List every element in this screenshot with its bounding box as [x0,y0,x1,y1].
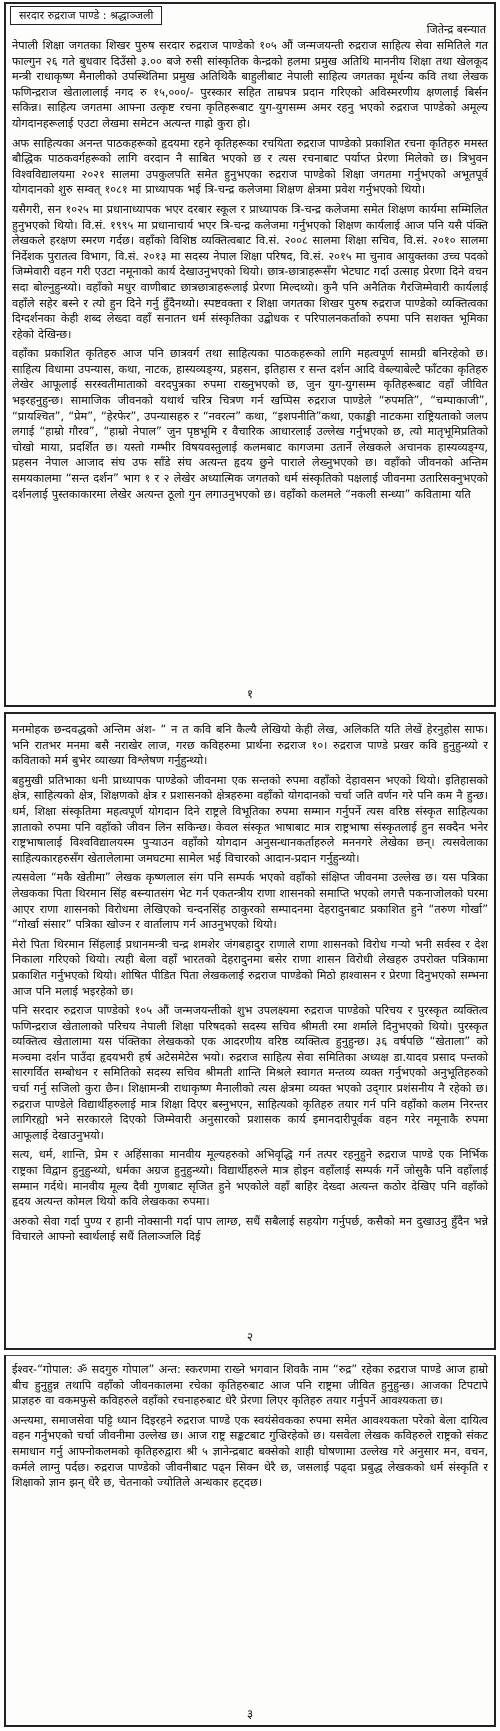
page-number: ३ [246,1707,254,1721]
page-1-body [12,38,488,506]
page-number: २ [246,1330,254,1344]
paragraph: ईश्वर-“गोपाल: ॐ सदगुरु गोपाल” अन्त: स्करणमा राख्ने भगवान शिवकै नाम “रुद्र” रहेका रुद्रराज पाण्डे आज हाम्रो बीच हुनुहुन्न तथापि वहाँको जीवनकालमा रचेका कृतिहरुबाट आज पनि राष्ट्रमा जीवित हुनुहुन्छ। आजका टिपटापे प्राज्ञहरु वा वकमफुसे कविहरुले वहाँको रचनाहरुबाट धेरै प्रेरणा लिएर कृतिहरु तयार गर्नुपर्ने आवश्यकता छ। [12,1363,488,1408]
page-3-body [12,1362,488,1495]
page-2 [4,712,496,1350]
paragraph: मनमोहक छन्दवद्धको अन्तिम अंश- “ न त कवि बनि कैल्यै लेखियो केही लेख, अलिकति यति लेखें हेरनुहोस साफ। भनि रातभर मनमा बसै नराखेर लाज, गरछ कविहरुमा प्रार्थना रुद्रराज १०। रुद्रराज पाण्डे प्रखर कवि हुनुहुन्थ्यो र कविताको मर्म बुभेर व्याख्या विश्लेषण गर्नुहुन्थ्यो। [12,723,488,768]
paragraph: मेरो पिता थिरमान सिंहलाई प्रधानमन्त्री चन्द्र शमशेर जंगबहादुर राणाले राणा शासनको विरोध गर्‍यो भनी सर्वस्व र देश निकाला गरिएको थियो। त्यही बेला वहाँ भारतको देहरादुनमा बसेर राणा शासन विरोधी लेखहरु उपरोक्त पत्रिकामा प्रकाशित गर्नुभएको थियो। शोषित पीडित पिता लेखकलाई रुद्रराज पाण्डेको मिठो हाश्वासन र प्रेरणा दिनुभएको सम्भना आज पनि मलाई भइरहेको छ। [12,937,488,998]
article-title: सरदार रुद्रराज पाण्डे : श्रद्धाञ्जली [10,6,162,25]
paragraph: यसैगरी, सन १०२५ मा प्रधानाध्यापक भएर दरबार स्कूल र प्राध्यापक त्रि-चन्द्र कलेजमा समेत शिक्षण कार्यमा सम्मिलित हुनुभएको थियो। वि.सं. १९९५ मा प्रधानाचार्य भएर त्रि-चन्द्र कलेजमा गर्नुभएको शिक्षण कार्यलाई आज पनि यसै पंक्ति लेखकले हरक्षण स्मरण गर्दछ। वहाँको विशिष्ठ व्यक्तित्वबाट वि.सं. २००८ सालमा शिक्षा सचिव, वि.सं. २०१० सालमा निर्देशक पुरातत्व विभाग, वि.सं. २०१३ मा सदस्य नेपाल शिक्षा परिषद, वि.सं. २०१५ मा चुनाव आयुक्तका उच्च पदको जिम्मेवारी वहन गरी एउटा नमूनाको कार्य देखाउनुभएको थियो। छात्र-छात्राहरूसँग भेटघाट गर्दा उत्साह प्रेरणा दिने वचन सदा बोल्नुहुन्थ्यो। वहाँको मधुर वाणीबाट छात्रछात्राहरूलाई प्रेरणा मिल्दथ्यो। कुनै पनि अनैतिक गैरजिम्मेवारी कार्यलाई वहाँले सहेर बस्ने र त्यो हुन दिने गर्नु हुँदैनथ्यो। स्पष्टवक्ता र शिक्षा जगतका शिखर पुरुष रुद्रराज पाण्डेको व्यक्तित्वका दिग्दर्शनका केही शब्द लेख्दा वहाँ सनातन धर्म संस्कृतिका उद्बोधक र परिपालनकर्ताको रुपमा पनि सशक्त भूमिका रहेको देखिन्छ। [12,202,488,341]
paragraph: पनि सरदार रुद्रराज पाण्डेको १०५ औं जन्मजयन्तीको शुभ उपलक्ष्यमा रुद्रराज पाण्डेको परिचय र पुरस्कृत व्यक्तित्व फणिन्द्रराज खेतालाको परिचय नेपाली शिक्षा परिषदको सदस्य सचिव श्रीमती रमा शर्माले दिनुभएको थियो। पुरस्कृत व्यक्तित्व खेतालामा यस पंक्तिका लेखकको एक आदरणीय वरिष्ठ व्यक्तित्व हुनुहुन्छ। ३६ वर्षपछि “खेताला” को मञ्चमा दर्शन पाउँदा हृदयभरी हर्ष अटेसमेटेस भयो। रुद्रराज साहित्य सेवा समितिका अध्यक्ष डा.यादव प्रसाद पन्तको सारगर्वित सम्बोधन र समितिको सदस्य सचिव श्रीमती शान्ति मिश्रले स्वागत मन्तव्य व्यक्त गर्नुभएको अनुभूतिहरुको चर्चा गर्नु सजिलो कुरा छैन। शिक्षामन्त्री राधाकृष्ण मैनालीको त्यस क्षेत्रमा व्यक्त भएको उद्‌गार प्रशंसनीय नै रहेको छ। रुद्रराज पाण्डेले विद्यार्थीहरुलाई मात्र शिक्षा दिएर बस्नुभएन, साहित्यको कृतिहरु तयार गर्न पनि वहाँको कलम निरन्तर लागिरह्यो भने सरकारले दिएको जिम्मेवारी अनुसारको प्रशासक कार्य इमानदारीपूर्वक वहन गरेर नमूनाकै रुपमा आफूलाई देखाउनुभयो। [12,1004,488,1142]
page-2-body [12,722,488,1249]
page-number: १ [246,687,254,701]
paragraph: सत्य, धर्म, शान्ति, प्रेम र अहिंसाका मानवीय मूल्यहरुको अभिवृद्धि गर्न तत्पर रहनुहुने रुद्रराज पाण्डे एक निर्भिक राष्ट्रका विद्वान हुनुहुन्थ्यो, धर्मका अग्रज हुनुहुन्थ्यो। विद्यार्थीहरुले मात्र होइन वहाँलाई सम्पर्क गर्ने जोसुकै पनि वहाँलाई सम्मान गर्दथे। मानवीय मूल्य दैवी गुणबाट सृजित हुने भएकोले वहाँ बाहिर देख्दा अत्यन्त कठोर देखिए पनि वहाँको हृदय अत्यन्त कोमल थियो कवि लेखकका रुपमा। [12,1148,488,1209]
paragraph: अफ साहित्यका अनन्त पाठकहरूको हृदयमा रहने कृतिहरूका रचयिता रुद्रराज पाण्डेको प्रकाशित रचना कृतिहरु ममस्त बौद्धिक पाठकवर्गहरूको लागि वरदान नै साबित भएको छ र त्यस रचनाबाट पर्याप्त प्रेरणा मिलेको छ। त्रिभुवन विश्वविद्यालयमा २०२१ सालमा उपकुलपति समेत हुनुभएका रुद्रराज पाण्डेको शिक्षा जगतमा गर्नुभएको अभूतपूर्व योगदानको शुरु सम्वत् १०८१ मा प्राध्यापक भई त्रि-चन्द्र कलेजमा शिक्षण क्षेत्रमा प्रवेश गर्नुभएको थियो। [12,136,488,197]
page-3 [4,1355,496,1727]
page-1 [4,2,496,707]
paragraph: अन्त्यमा, समाजसेवा पट्टि ध्यान दिइरहने रुद्रराज पाण्डे एक स्वयंसेवकका रुपमा समेत आवश्यकता परेको बेला दायित्व वहन गर्नुभएको चर्चा जीवनीमा उल्लेख छ। आज राष्ट्र सङ्कटबाट गुज्रिरहेको छ। यसवेला लेखक कविहरुले राष्ट्रको संकट समाधान गर्नु आफ्नोकलमको कृतिहरुद्वारा श्री ५ ज्ञानेन्द्रबाट बक्सेको शाही घोषणामा उल्लेख गरे अनुसार मन, वचन, कर्मले लाग्नु पर्दछ। रुद्रराज पाण्डेको जीवनीबाट पढ्न सिक्न धेरै छ, जसलाई पढ्दा प्रबुद्ध लेखकको धर्म संस्कृति र शिक्षाको ज्ञान झन् धेरै छ, चेतनाको ज्योतिले अन्धकार हट्दछ। [12,1413,488,1490]
paragraph: त्यसवेला “मकै खेतीमा” लेखक कृष्णलाल संग पनि सम्पर्क भएको वहाँको संक्षिप्त जीवनमा उल्लेख छ। यस पत्रिका लेखकका पिता थिरमान सिंह बस्न्यातसंग भेट गर्न एकतन्त्रीय राणा शासनको समाप्ति भएको लगत्तै पकनाजोलको घरमा आएर राणा शासनको विरोधमा लेखिएको चन्दनसिंह ठाकुरको सम्पादनमा देहरादुनबाट प्रकाशित हुने “तरुण गोर्खा” “गोर्खा संसार” पत्रिका खोज्न र वार्तालाप गर्न आउनुभएको थियो। [12,871,488,932]
paragraph: नेपाली शिक्षा जगतका शिखर पुरुष सरदार रुद्रराज पाण्डेको १०५ औं जन्मजयन्ती रुद्रराज साहित्य सेवा समितिले गत फाल्गुन २६ गते बुधवार दिउँसो ३.०० बजे रुसी सांस्कृतिक केन्द्रको हलमा प्रमुख अतिथि माननीय शिक्षा तथा खेलकूद मन्त्री राधाकृष्ण मैनालीको उपस्थितिमा प्रमुख अतिथिकै बाहुलीबाट नेपाली साहित्य जगतका मूर्धन्य कवि तथा लेखक फणिन्द्रराज खेतालालाई नगद रु १५,०००/- पुरस्कार सहित ताम्रपत्र प्रदान गरिएको अविस्मरणीय क्षणलाई बिर्सन सकिन्न। साहित्य जगतमा आफ्ना उत्कृष्ट रचना कृतिहरूबाट युग-युगसम्म अमर रहनु भएको रुद्रराज पाण्डेको अमूल्य योगदानहरूलाई एउटा लेखमा समेटन अत्यन्त गाह्रो कुरा हो। [12,39,488,130]
author-name: जितेन्द्र बस्न्यात [426,23,486,36]
paragraph: बहुमुखी प्रतिभाका धनी प्राध्यापक पाण्डेको जीवनमा एक सन्तको रुपमा वहाँको देहावसन भएको थियो। इतिहासको क्षेत्र, साहित्यको क्षेत्र, शिक्षणको क्षेत्र र प्रशासनको क्षेत्रहरुमा वहाँको योगदानको चर्चा जति वर्णन गरे पनि कम नै हुन्छ। धर्म, शिक्षा संस्कृतिमा महत्वपूर्ण योगदान दिने राष्ट्रले विभूतिका रुपमा सम्मान गर्नुपर्ने त्यस वरिष्ठ संस्कृत साहित्यका ज्ञाताको रुपमा पनि वहाँको जीवन लिन सकिन्छ। केवल संस्कृत भाषाबाट मात्र राष्ट्रभाषा संस्कृतलाई हुन सक्दैन भनेर राष्ट्रभाषालाई विश्वविद्यालयस्म पुर्‍याउन वहाँको योगदान अनुसन्धानकर्ताहरुले मननगरे लेखेका छन्। त्यसवेलाका साहित्यकारहरुसँग खेतालेलामा जमघटमा सामेल भई विचारको आदान-प्रदान गर्नुहुन्थ्यो। [12,773,488,865]
paragraph: वहाँका प्रकाशित कृतिहरु आज पनि छात्रवर्ग तथा साहित्यका पाठकहरूको लागि महत्वपूर्ण सामग्री बनिरहेको छ। साहित्य विधामा उपन्यास, कथा, नाटक, हास्यव्यङ्ग्य, प्रहसन, इतिहास र सन्त दर्शन आदि वेब्ल्याबेल्टै फाँटका कृतिहरु लेखेर आफूलाई सरस्वतीमाताको वरदपुत्रका रुपमा राख्नुभएको छ, जुन युग-युगसम्म कृतिहरूबाट वहाँ जीवित भइरहनुहुन्छ। सामाजिक जीवनको यथार्थ चरित्र चित्रण गर्न खप्पिस रुद्रराज पाण्डेले “रुपमति”, “चम्पाकाजी”, “प्रायश्चित”, “प्रेम”, “हेरफेर”, उपन्यासहरु र “नवरत्न” कथा, “इशपनीति”कथा, एकाङ्की नाटकमा राष्ट्रियताको जलप लगाई “हाम्रो गौरव”, “हाम्रो नेपाल” जुन पृष्ठभूमि र वैचारिक आधारलाई उल्लेख गर्नुभएको छ, त्यो मातृभूमिप्रतिको चोखो माया, प्रदर्शित छ। यस्तो गम्भीर विषयवस्तुलाई कलमबाट कागजमा उतार्ने लेखकले अचानक हास्यव्यङ्ग्य, प्रहसन नेपाल आजाद संघ उफ साँडे संघ अत्यन्त हृदय छुने पाराले लेख्नुभएको छ। वहाँको जीवनको अन्तिम समयकालमा “सन्त दर्शन” भाग १ र २ लेखेर अध्यात्मिक जगतको धर्म संस्कृतिको पक्षलाई जीवनमा उतारिसक्नुभएको दर्शनलाई पुस्तकाकारमा लेखेर अत्यन्त ठूलो गुन लगाउनुभएको छ। वहाँको कलमले “नकली सन्ध्या” कवितामा यति [12,347,488,501]
paragraph: अरुको सेवा गर्दा पुण्य र हानी नोक्सानी गर्दा पाप लाग्छ, सधैं सबैलाई सहयोग गर्नुपर्छ, कसैको मन दुखाउनु हुँदैन भन्ने विचारले आफ्नो स्वार्थलाई सधैं तिलाञ्जलि दिई [12,1214,488,1244]
